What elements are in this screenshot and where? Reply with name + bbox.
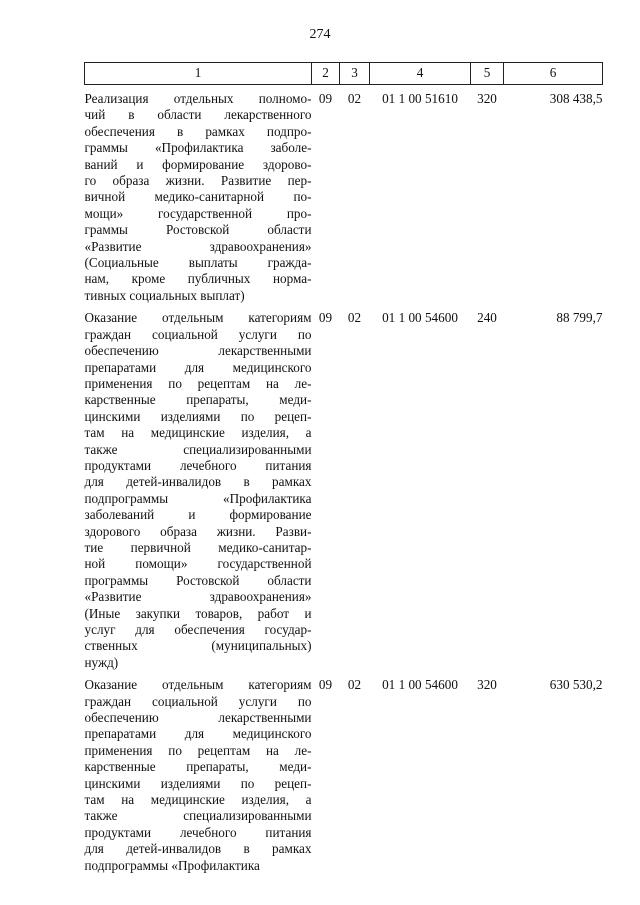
description-line: го образа жизни. Развитие пер- <box>84 173 312 189</box>
row-description <box>85 310 312 671</box>
description-line: подпрограммы «Профилактика <box>84 490 312 506</box>
description-line: обеспечения в рамках подпро- <box>84 123 312 139</box>
table-body <box>85 85 603 875</box>
description-line: ственных (муниципальных) <box>84 638 312 654</box>
description-line: препаратами для медицинского <box>84 359 312 375</box>
description-line: программы Ростовской области <box>84 572 312 588</box>
description-line: ваний и формирование здорово- <box>84 156 312 172</box>
description-line: обеспечению лекарственными <box>84 710 312 726</box>
column-header-3: 3 <box>340 63 370 85</box>
description-line: цинскими изделиями по рецеп- <box>84 408 312 424</box>
page-number: 274 <box>309 27 331 42</box>
description-line: обеспечению лекарственными <box>84 343 312 359</box>
budget-table <box>84 62 603 874</box>
column-header-4: 4 <box>370 63 471 85</box>
description-line: для детей-инвалидов в рамках <box>84 841 312 857</box>
column-header-2: 2 <box>312 63 340 85</box>
column-header-5: 5 <box>471 63 504 85</box>
amount-value: 88 799,7 <box>556 310 603 326</box>
target-article-code: 01 1 00 54600 <box>382 310 458 326</box>
column-header-1: 1 <box>85 63 312 85</box>
amount-value: 308 438,5 <box>549 91 603 106</box>
table-row <box>85 91 603 304</box>
description-line: там на медицинские изделия, а <box>84 425 312 441</box>
description-line: мощи» государственной про- <box>84 205 312 221</box>
description-line: вичной медико-санитарной по- <box>84 189 312 205</box>
description-line: продуктами лечебного питания <box>84 457 312 473</box>
table-row <box>85 677 603 874</box>
description-line: Оказание отдельным категориям <box>84 677 312 693</box>
description-line: граждан социальной услуги по <box>84 693 312 709</box>
description-line: также специализированными <box>84 808 312 824</box>
description-line: применения по рецептам на ле- <box>84 742 312 758</box>
description-line: «Развитие здравоохранения» <box>84 589 312 605</box>
target-article-code: 01 1 00 54600 <box>382 677 458 693</box>
section-code: 09 <box>318 310 333 326</box>
row-description <box>85 677 312 874</box>
expense-type-code: 320 <box>477 91 497 106</box>
description-line: граммы «Профилактика заболе- <box>84 140 312 156</box>
column-header-6: 6 <box>504 63 603 85</box>
table-header-row <box>85 63 603 85</box>
subsection-code: 02 <box>347 310 362 326</box>
description-line: «Развитие здравоохранения» <box>84 238 312 254</box>
description-line: продуктами лечебного питания <box>84 824 312 840</box>
section-code: 09 <box>318 677 333 693</box>
description-line: подпрограммы «Профилактика <box>84 857 260 873</box>
expense-type-code: 240 <box>477 310 497 326</box>
table-row <box>85 310 603 671</box>
description-line: тивных социальных выплат) <box>84 287 245 303</box>
section-code: 09 <box>318 91 333 106</box>
description-line: цинскими изделиями по рецеп- <box>84 775 312 791</box>
description-line: Реализация отдельных полномо- <box>84 91 312 106</box>
description-line: нам, кроме публичных норма- <box>84 271 312 287</box>
expense-type-code: 320 <box>477 677 497 693</box>
description-line: препаратами для медицинского <box>84 726 312 742</box>
description-line: (Иные закупки товаров, работ и <box>84 605 312 621</box>
description-line: (Социальные выплаты гражда- <box>84 255 312 271</box>
description-line: услуг для обеспечения государ- <box>84 622 312 637</box>
description-line: заболеваний и формирование <box>84 507 312 523</box>
description-line: тие первичной медико-санитар- <box>84 539 312 555</box>
description-line: нужд) <box>84 654 119 670</box>
description-line: там на медицинские изделия, а <box>84 792 312 808</box>
subsection-code: 02 <box>347 677 362 693</box>
description-line: чий в области лекарственного <box>84 107 312 123</box>
subsection-code: 02 <box>347 91 362 106</box>
description-line: карственные препараты, меди- <box>84 759 312 775</box>
description-line: граждан социальной услуги по <box>84 326 312 342</box>
description-line: карственные препараты, меди- <box>84 392 312 408</box>
row-description <box>85 91 312 304</box>
description-line: для детей-инвалидов в рамках <box>84 474 312 490</box>
description-line: также специализированными <box>84 441 312 457</box>
description-line: Оказание отдельным категориям <box>84 310 312 326</box>
description-line: применения по рецептам на ле- <box>84 375 312 391</box>
target-article-code: 01 1 00 51610 <box>382 91 458 106</box>
amount-value: 630 530,2 <box>549 677 603 693</box>
description-line: граммы Ростовской области <box>84 222 312 238</box>
description-line: здорового образа жизни. Разви- <box>84 523 312 539</box>
description-line: ной помощи» государственной <box>84 556 312 572</box>
